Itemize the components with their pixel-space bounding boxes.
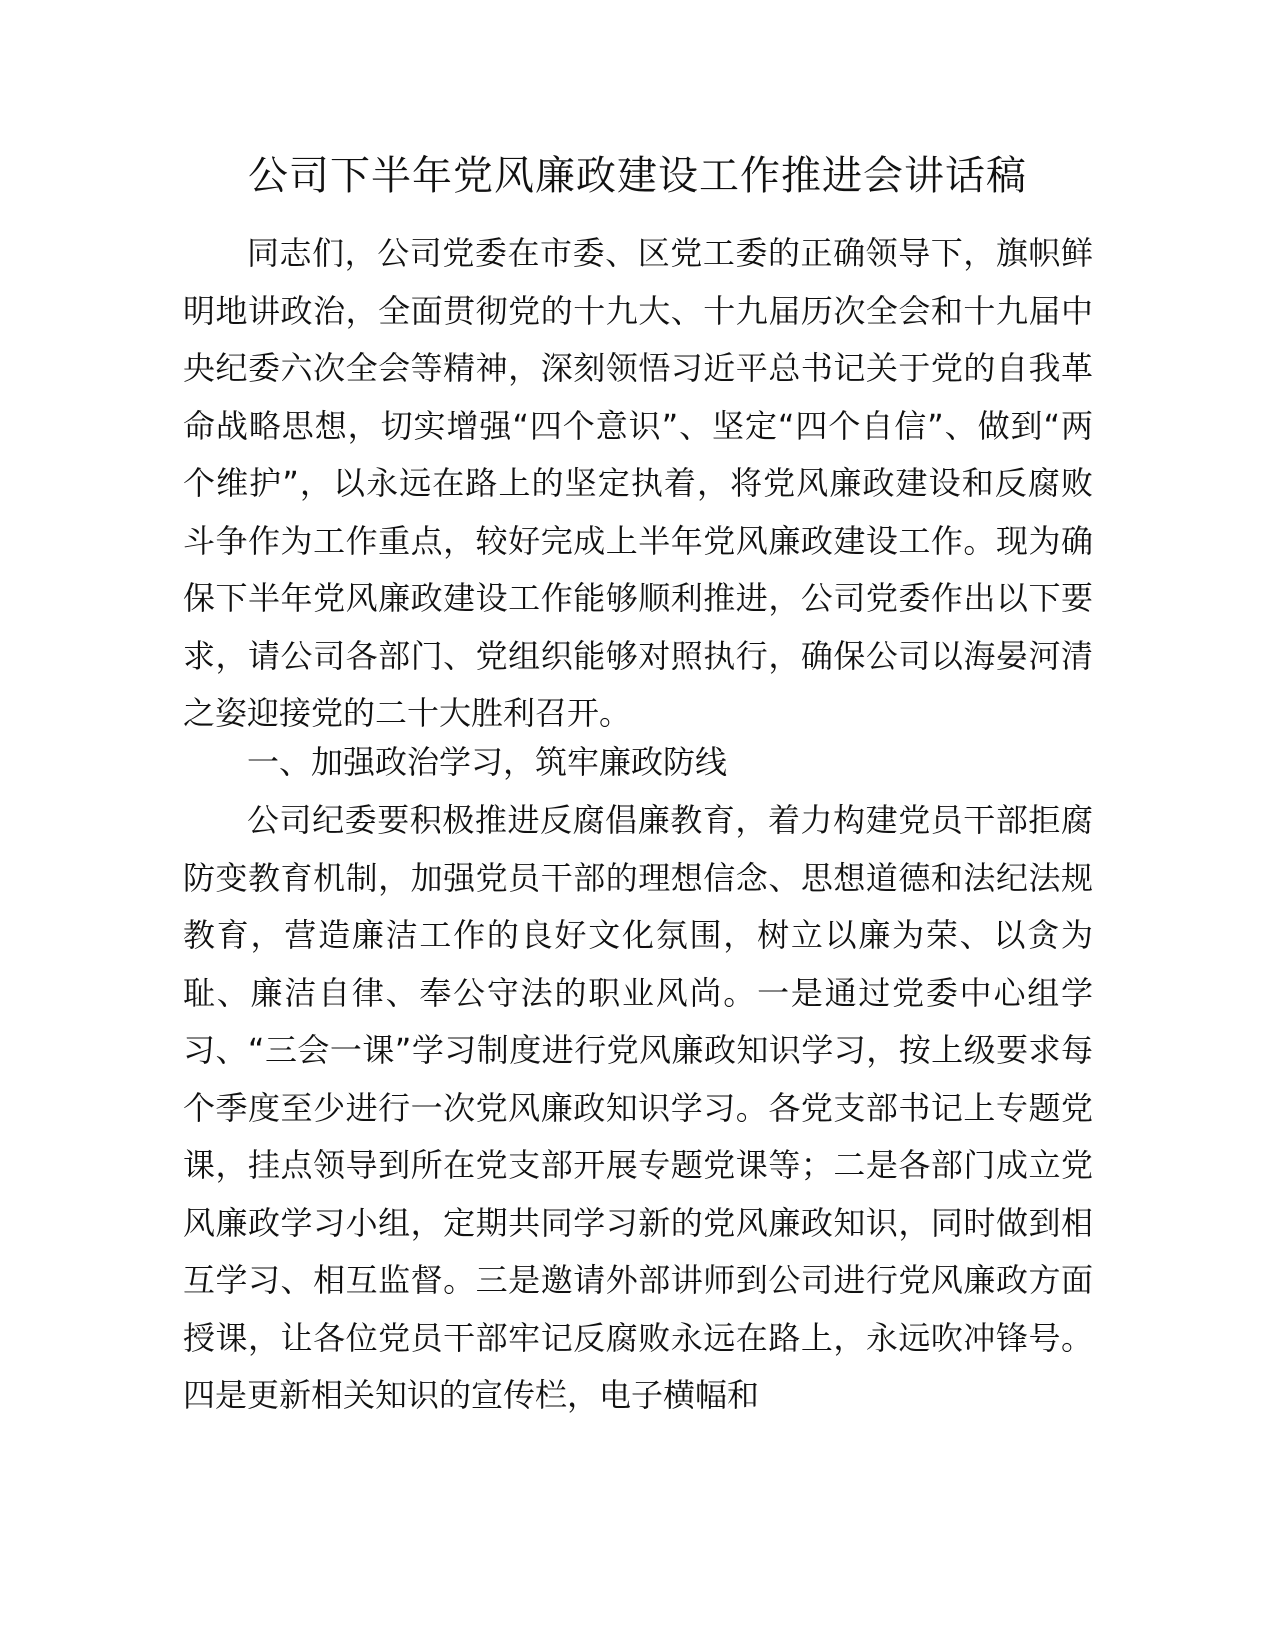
- document-title: 公司下半年党风廉政建设工作推进会讲话稿: [248, 153, 1027, 199]
- intro-paragraph: 同志们，公司党委在市委、区党工委的正确领导下，旗帜鲜明地讲政治，全面贯彻党的十九大、十九届历次全会和十九届中央纪委六次全会等精神，深刻领悟习近平总书记关于党的自我革命战略思想，切实增强“四个意识”、坚定“四个自信”、做到“两个维护”，以永远在路上的坚定执着，将党风廉政建设和反腐败斗争作为工作重点，较好完成上半年党风廉政建设工作。现为确保下半年党风廉政建设工作能够顺利推进，公司党委作出以下要求，请公司各部门、党组织能够对照执行，确保公司以海晏河清之姿迎接党的二十大胜利召开。: [183, 234, 1093, 732]
- section-1-paragraph: 公司纪委要积极推进反腐倡廉教育，着力构建党员干部拒腐防变教育机制，加强党员干部的理想信念、思想道德和法纪法规教育，营造廉洁工作的良好文化氛围，树立以廉为荣、以贪为耻、廉洁自律、奉公守法的职业风尚。一是通过党委中心组学习、“三会一课”学习制度进行党风廉政知识学习，按上级要求每个季度至少进行一次党风廉政知识学习。各党支部书记上专题党课，挂点领导到所在党支部开展专题党课等；二是各部门成立党风廉政学习小组，定期共同学习新的党风廉政知识，同时做到相互学习、相互监督。三是邀请外部讲师到公司进行党风廉政方面授课，让各位党员干部牢记反腐败永远在路上，永远吹冲锋号。四是更新相关知识的宣传栏，电子横幅和: [183, 801, 1093, 1414]
- section-1-heading: 一、加强政治学习，筑牢廉政防线: [247, 743, 728, 781]
